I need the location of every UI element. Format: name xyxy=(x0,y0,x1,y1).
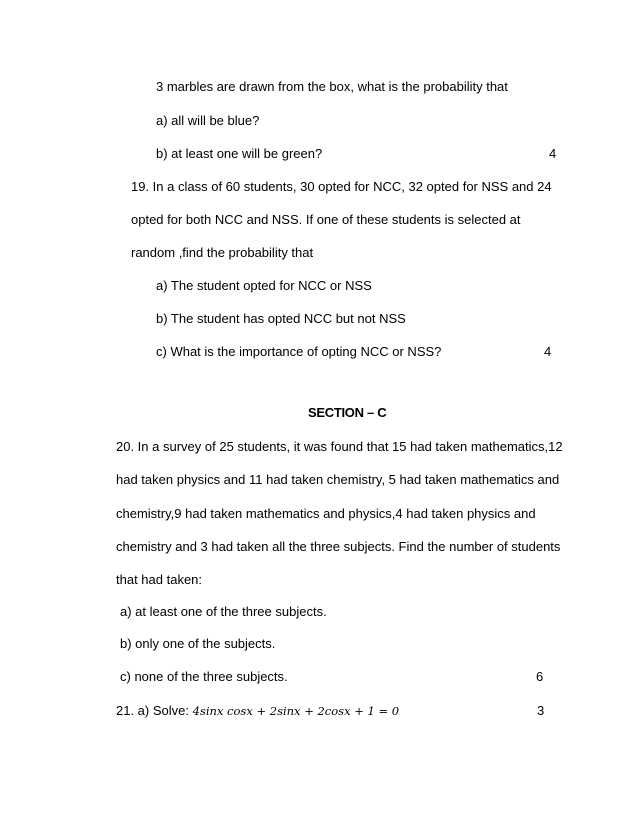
q18-part-a: a) all will be blue? xyxy=(156,113,260,128)
q20-marks: 6 xyxy=(536,669,544,684)
q19-line-3: random ,find the probability that xyxy=(131,245,314,260)
q19-part-c: c) What is the importance of opting NCC or NSS? xyxy=(156,344,442,359)
q20-part-b: b) only one of the subjects. xyxy=(120,636,276,651)
q21-line xyxy=(116,703,399,719)
q18-marks: 4 xyxy=(549,146,557,161)
q18-intro-line: 3 marbles are drawn from the box, what is the probability that xyxy=(156,79,508,94)
q21-equation: 4sinx cosx + 2sinx + 2cosx + 1 = 0 xyxy=(192,704,400,718)
section-heading: SECTION – C xyxy=(308,405,387,420)
q20-line-3: chemistry,9 had taken mathematics and physics,4 had taken physics and xyxy=(116,506,536,521)
q19-part-b: b) The student has opted NCC but not NSS xyxy=(156,311,406,326)
q21-marks: 3 xyxy=(537,703,545,718)
q20-line-2: had taken physics and 11 had taken chemistry, 5 had taken mathematics and xyxy=(116,472,560,487)
q20-line-1: 20. In a survey of 25 students, it was found that 15 had taken mathematics,12 xyxy=(116,439,563,454)
q20-part-a: a) at least one of the three subjects. xyxy=(120,604,327,619)
q21-label: 21. a) Solve: xyxy=(116,703,193,718)
q20-line-4: chemistry and 3 had taken all the three subjects. Find the number of students xyxy=(116,539,561,554)
q19-marks: 4 xyxy=(544,344,552,359)
q18-part-b: b) at least one will be green? xyxy=(156,146,323,161)
q20-part-c: c) none of the three subjects. xyxy=(120,669,288,684)
q19-line-1: 19. In a class of 60 students, 30 opted for NCC, 32 opted for NSS and 24 xyxy=(131,179,552,194)
q19-line-2: opted for both NCC and NSS. If one of these students is selected at xyxy=(131,212,521,227)
q20-line-5: that had taken: xyxy=(116,572,203,587)
q19-part-a: a) The student opted for NCC or NSS xyxy=(156,278,372,293)
